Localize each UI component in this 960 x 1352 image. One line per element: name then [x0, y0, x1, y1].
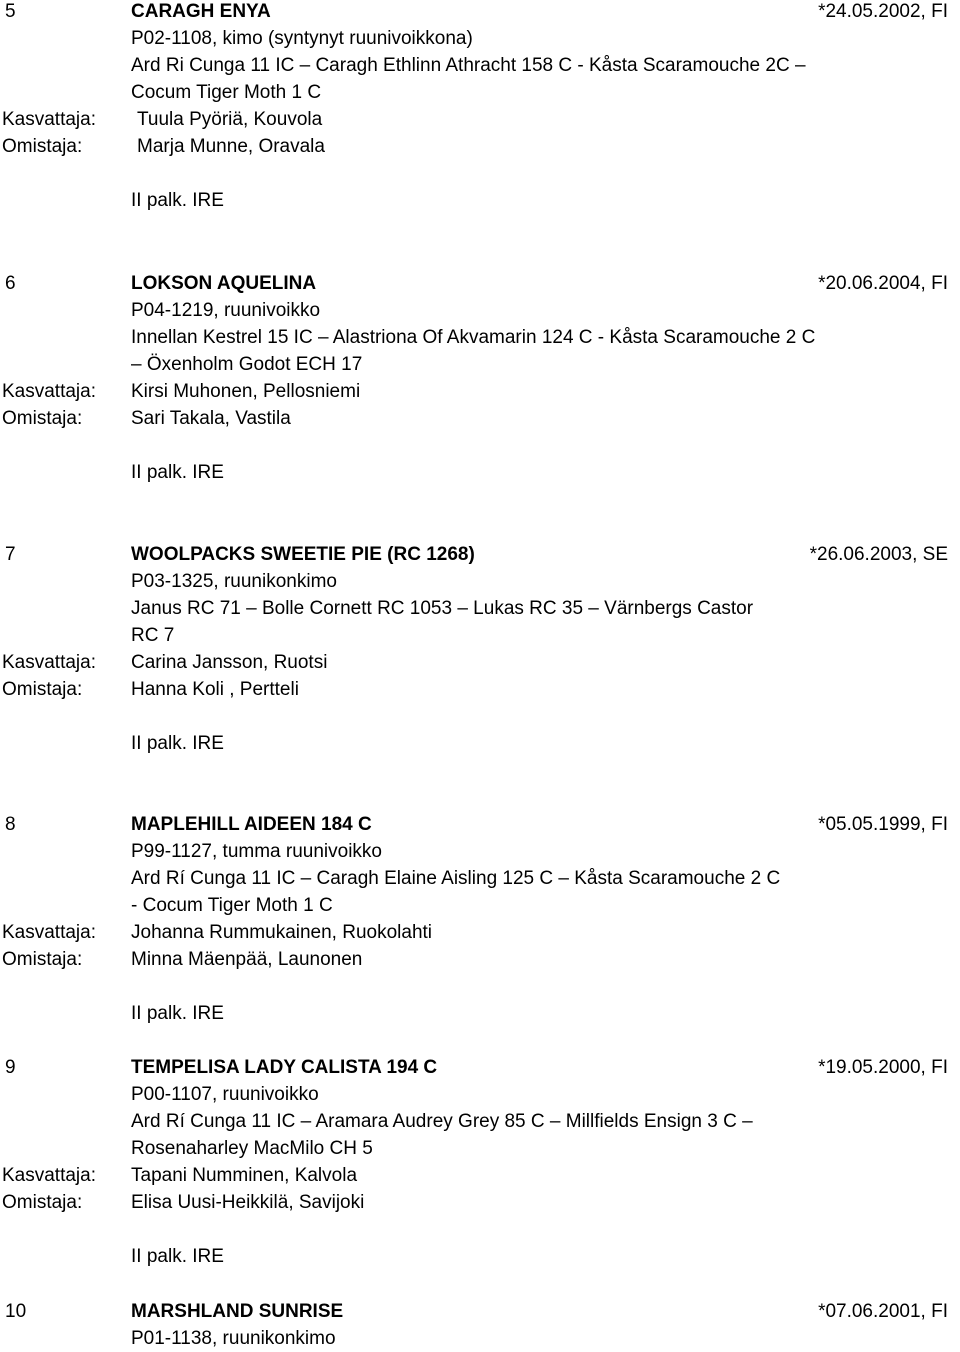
entry-header [0, 1054, 960, 1081]
owner-label: Omistaja: [2, 949, 83, 970]
owner-value: Minna Mäenpää, Launonen [131, 949, 363, 970]
owner-value: Sari Takala, Vastila [131, 408, 291, 429]
horse-name: CARAGH ENYA [131, 1, 271, 22]
horse-name: LOKSON AQUELINA [131, 273, 317, 294]
pedigree-line: - Cocum Tiger Moth 1 C [131, 895, 333, 916]
birth-info: *20.06.2004, FI [818, 273, 948, 294]
pedigree-line: Ard Rí Cunga 11 IC – Aramara Audrey Grey 85 C – Millfields Ensign 3 C – [131, 1111, 753, 1132]
award: II palk. IRE [131, 1003, 224, 1024]
entry-number: 8 [5, 814, 16, 835]
entry-10 [0, 1298, 960, 1352]
entry-number: 6 [5, 273, 16, 294]
horse-name: WOOLPACKS SWEETIE PIE (RC 1268) [131, 544, 475, 565]
owner-value: Hanna Koli , Pertteli [131, 679, 299, 700]
birth-info: *05.05.1999, FI [818, 814, 948, 835]
entry-9 [0, 1054, 960, 1270]
pedigree-line: Rosenaharley MacMilo CH 5 [131, 1138, 373, 1159]
breeder-value: Tapani Numminen, Kalvola [131, 1165, 358, 1186]
entry-6 [0, 270, 960, 486]
registration: P00-1107, ruunivoikko [131, 1084, 319, 1105]
pedigree-line: Ard Ri Cunga 11 IC – Caragh Ethlinn Athracht 158 C - Kåsta Scaramouche 2C – [131, 55, 806, 76]
award: II palk. IRE [131, 1246, 224, 1267]
registration: P03-1325, ruunikonkimo [131, 571, 337, 592]
pedigree-line: Innellan Kestrel 15 IC – Alastriona Of Akvamarin 124 C - Kåsta Scaramouche 2 C [131, 327, 816, 348]
owner-label: Omistaja: [2, 408, 83, 429]
entry-8 [0, 811, 960, 1027]
breeder-value: Tuula Pyöriä, Kouvola [137, 109, 323, 130]
breeder-label: Kasvattaja: [2, 1165, 96, 1186]
breeder-value: Kirsi Muhonen, Pellosniemi [131, 381, 361, 402]
entry-header [0, 1298, 960, 1325]
entry-header [0, 811, 960, 838]
birth-info: *07.06.2001, FI [818, 1301, 948, 1322]
horse-name: TEMPELISA LADY CALISTA 194 C [131, 1057, 438, 1078]
entry-number: 5 [5, 1, 16, 22]
pedigree-line: Ard Rí Cunga 11 IC – Caragh Elaine Aisling 125 C – Kåsta Scaramouche 2 C [131, 868, 781, 889]
registration: P02-1108, kimo (syntynyt ruunivoikkona) [131, 28, 473, 49]
entry-number: 9 [5, 1057, 16, 1078]
horse-name: MAPLEHILL AIDEEN 184 C [131, 814, 372, 835]
breeder-label: Kasvattaja: [2, 922, 96, 943]
pedigree-line: Cocum Tiger Moth 1 C [131, 82, 322, 103]
birth-info: *26.06.2003, SE [809, 544, 948, 565]
breeder-value: Carina Jansson, Ruotsi [131, 652, 328, 673]
breeder-label: Kasvattaja: [2, 652, 96, 673]
breeder-value: Johanna Rummukainen, Ruokolahti [131, 922, 433, 943]
award: II palk. IRE [131, 733, 224, 754]
breeder-label: Kasvattaja: [2, 381, 96, 402]
owner-label: Omistaja: [2, 1192, 83, 1213]
entry-header [0, 270, 960, 297]
entry-number: 10 [5, 1301, 27, 1322]
entry-7 [0, 541, 960, 757]
birth-info: *19.05.2000, FI [818, 1057, 948, 1078]
entry-number: 7 [5, 544, 16, 565]
owner-value: Elisa Uusi-Heikkilä, Savijoki [131, 1192, 365, 1213]
entry-header [0, 0, 960, 25]
birth-info: *24.05.2002, FI [818, 1, 948, 22]
owner-value: Marja Munne, Oravala [137, 136, 325, 157]
pedigree-line: – Öxenholm Godot ECH 17 [131, 354, 363, 375]
award: II palk. IRE [131, 190, 224, 211]
entry-header [0, 541, 960, 568]
award: II palk. IRE [131, 462, 224, 483]
entry-5 [0, 0, 960, 214]
registration: P99-1127, tumma ruunivoikko [131, 841, 382, 862]
pedigree-line: Janus RC 71 – Bolle Cornett RC 1053 – Lukas RC 35 – Värnbergs Castor [131, 598, 754, 619]
owner-label: Omistaja: [2, 679, 83, 700]
owner-label: Omistaja: [2, 136, 83, 157]
registration: P01-1138, ruunikonkimo [131, 1328, 336, 1349]
horse-name: MARSHLAND SUNRISE [131, 1301, 344, 1322]
breeder-label: Kasvattaja: [2, 109, 96, 130]
pedigree-line: RC 7 [131, 625, 175, 646]
registration: P04-1219, ruunivoikko [131, 300, 321, 321]
